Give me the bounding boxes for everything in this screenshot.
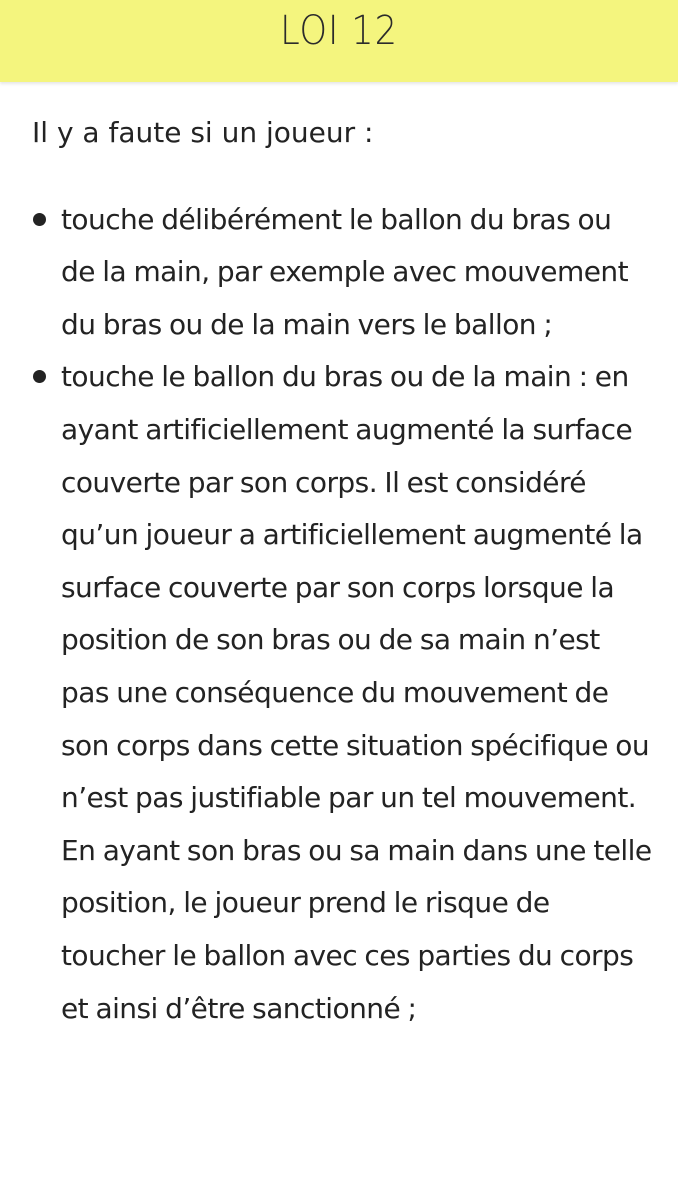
list-item-text: touche délibérément le ballon du bras ou de la main, par exemple avec mouvement du bras ou de la main vers le ballon ; — [61, 202, 628, 341]
bullet-dot-icon — [33, 213, 46, 226]
law-content — [32, 107, 652, 1035]
list-item — [32, 194, 652, 352]
law-header-bar — [0, 0, 678, 82]
list-item — [32, 351, 652, 1035]
bullet-dot-icon — [33, 370, 46, 383]
law-title: LOI 12 — [280, 8, 398, 54]
foul-conditions-list — [32, 194, 652, 1036]
list-item-text: touche le ballon du bras ou de la main : en ayant artificiellement augmenté la surface couverte par son corps. Il est considéré qu’un joueur a artificiellement augmenté la surface couverte par son corps lorsque la position de son bras ou de sa main n’est pas une conséquence du mouvement de son corps dans cette situation spécifique ou n’est pas justifiable par un tel mouvement. En ayant son bras ou sa main dans une telle position, le joueur prend le risque de toucher le ballon avec ces parties du corps et ainsi d’être sanctionné ; — [61, 360, 652, 1025]
intro-text: Il y a faute si un joueur : — [32, 116, 374, 149]
